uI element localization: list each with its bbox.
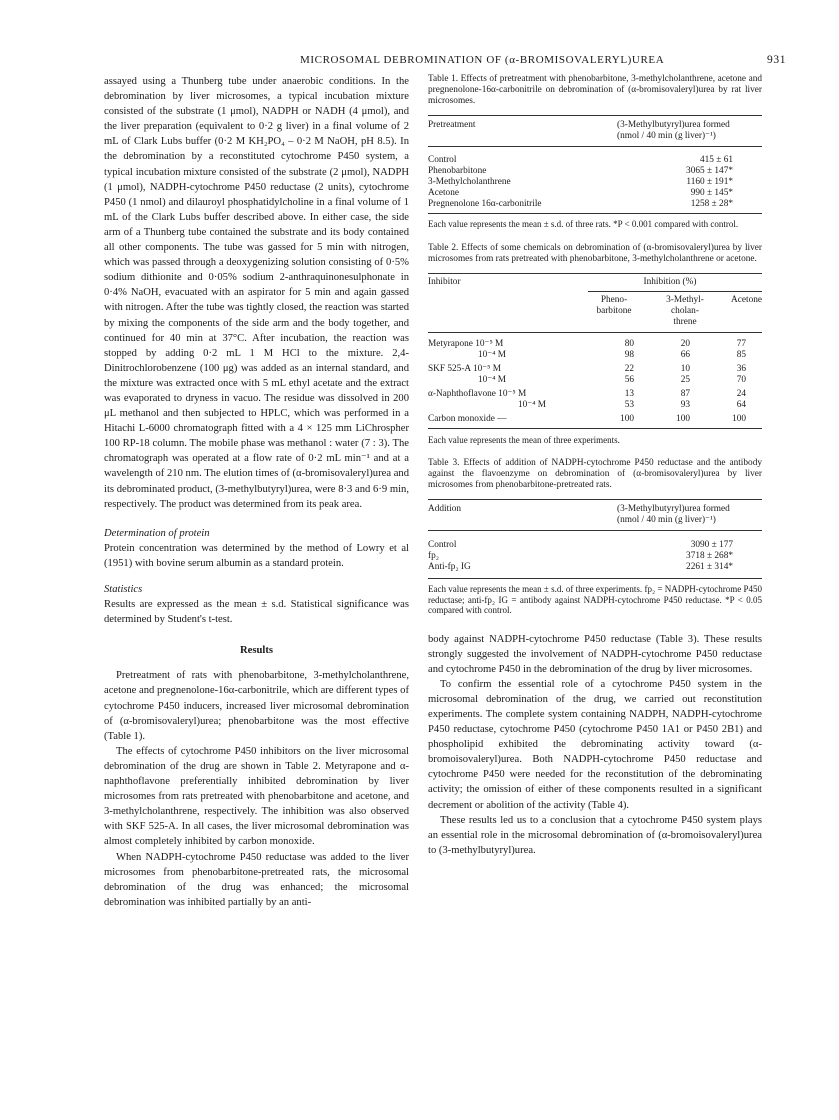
table2-col-methylcholanthrene-1: 3-Methyl- [666, 294, 704, 305]
table-row: Phenobarbitone 3065 ± 147* [428, 166, 733, 176]
table-row: Anti-fp₂ IG 2261 ± 314* [428, 562, 733, 572]
table2 [428, 273, 762, 446]
table-row: Metyrapone 10⁻⁵ M 80 20 77 [428, 338, 746, 349]
table-row: 10⁻⁴ M 98 66 85 [478, 349, 746, 360]
table-row: 10⁻⁴ M 53 93 64 [518, 399, 746, 410]
table1 [428, 115, 762, 230]
table2-col-acetone: Acetone [731, 294, 762, 305]
table3-col-addition: Addition [428, 504, 462, 514]
protein-text: Protein concentration was determined by the method of Lowry et al (1951) with bovine serum albumin as a standard protein. [104, 542, 409, 569]
table2-col-methylcholanthrene-3: threne [673, 316, 697, 327]
table-row: fp₂ 3718 ± 268* [428, 551, 733, 561]
table1-col-value-line1: (3-Methylbutyryl)urea formed [617, 120, 730, 130]
table-row: α-Naphthoflavone 10⁻⁵ M 13 87 24 [428, 388, 746, 399]
table-row: Acetone 990 ± 145* [428, 188, 733, 198]
table3-caption: Table 3. Effects of addition of NADPH-cytochrome P450 reductase and the antibody against the flavoenzyme on debromination of (α-bromisovaleryl)urea by liver microsomes from phenobarbitone-pretreated rats. [428, 458, 762, 490]
table-row: 3-Methylcholanthrene 1160 ± 191* [428, 177, 733, 187]
results-paragraph-3: When NADPH-cytochrome P450 reductase was added to the liver microsomes from phenobarbitone-pretreated rats, the microsomal debromination of the drug was enhanced; the microsomal debromination was inhibited partially by an anti- [104, 851, 409, 908]
table2-caption: Table 2. Effects of some chemicals on debromination of (α-bromisovaleryl)urea by liver microsomes from rats pretreated with phenobarbitone, 3-methylcholanthrene or acetone. [428, 242, 762, 264]
table3 [428, 499, 762, 616]
table-row: Control 415 ± 61 [428, 155, 733, 165]
right-text-paragraph-2: To confirm the essential role of a cytochrome P450 system in the microsomal debromination of the drug, we carried out reconstitution experiments. The complete system containing NADPH, NADPH-cytochrome P450 reductase, cytochrome P450 (cytochrome P450 1A1 or P450 2B1) and phospholipid exhibited the debrominating activity toward (α-bromoisovaleryl)urea. Both NADPH-cytochrome P450 reductase and cytochrome P450 were needed for the reconstitution of the debrominating activity; the omission of either of these components resulted in a significant decrement or abolition of the activity (Table 4). [428, 678, 762, 811]
methods-paragraph: assayed using a Thunberg tube under anaerobic conditions. In the debromination by liver microsomes, a typical incubation mixture consisted of the substrate (1 μmol), NADPH or NADH (4 μmol), and the liver preparation (equivalent to 0·2 g liver) in a final volume of 2 mL of Clark Lubs buffer (0·2 M KH₂PO₄ – 0·2 M NaOH, pH 8.5). In the debromination by a reconstituted cytochrome P450 system, a typical incubation mixture consisted of the substrate (2 μmol), NADPH (1 μmol), NADPH-cytochrome P450 reductase (2 units), cytochrome P450 (1 nmol) and dilauroyl phosphatidylcholine in a final volume of 1 mL of the Clark Lubs buffer described above. In either case, the side arm of a Thunberg tube contained the substrate and its body contained all other components. The tube was gassed for 5 min with nitrogen, which was passed through a deoxygenizing solution consisting of 0·5% sodium dithionite and 0·05% sodium 2-anthraquinonesulphonate in 0·4% NaOH, evacuated with an aspirator for 5 min and again gassed with nitrogen. After the tube was tightly closed, the reaction was started by mixing the components of the side arm and the body together, and continued for 40 min at 37°C. After incubation, the reaction was stopped by adding 0·2 mL 1 M HCl to the mixture. 2,4-Dinitrochlorobenzene (100 μg) was added as an internal standard, and the mixture was extracted once with 5 mL ethyl acetate and the extract was evaporated to dryness in vacuo. The residue was dissolved in 200 μL methanol and then subjected to HPLC, which was performed in a Hitachi L-6000 chromatograph fitted with a 4 × 125 mm LiChrospher 100 RP-18 column. The mobile phase was methanol : water (7 : 3). The chromatograph was operated at a flow rate of 0·2 mL min⁻¹ and at a wavelength of 210 nm. The elution times of (α-bromisovaleryl)urea and its debrominated product, (3-methylbutyryl)urea, were 8·3 and 6·9 min, respectively. The product was determined from its peak area. [104, 76, 409, 510]
table-row: Control 3090 ± 177 [428, 540, 733, 550]
right-column [428, 74, 762, 858]
table3-note: Each value represents the mean ± s.d. of three experiments. fp₂ = NADPH-cytochrome P450 reductase; anti-fp₂ IG = antibody against NADPH-cytochrome P450 reductase. *P < 0.05 compared with control. [428, 584, 762, 615]
table1-col-value-line2: (nmol / 40 min (g liver)⁻¹) [617, 131, 716, 141]
table2-col-inhibition: Inhibition (%) [643, 276, 697, 287]
table1-caption: Table 1. Effects of pretreatment with phenobarbitone, 3-methylcholanthrene, acetone and pregnenolone-16α-carbonitrile on debromination of (α-bromisovaleryl)urea by rat liver microsomes. [428, 74, 762, 106]
results-paragraph-1: Pretreatment of rats with phenobarbitone, 3-methylcholanthrene, acetone and pregnenolone-16α-carbonitrile, which are different types of cytochrome P450 inducers, increased liver microsomal debromination of (α-bromisovaleryl)urea; phenobarbitone was the most effective (Table 1). [104, 670, 409, 742]
table-row: SKF 525-A 10⁻⁵ M 22 10 36 [428, 363, 746, 374]
table-row: Pregnenolone 16α-carbonitrile 1258 ± 28* [428, 199, 733, 209]
table1-col-pretreatment: Pretreatment [428, 120, 476, 130]
protein-heading: Determination of protein [104, 527, 210, 539]
page-number: 931 [767, 54, 787, 66]
table-row: 10⁻⁴ M 56 25 70 [478, 374, 746, 385]
table2-col-phenobarbitone-2: barbitone [596, 305, 632, 316]
statistics-heading: Statistics [104, 584, 143, 595]
table1-note: Each value represents the mean ± s.d. of three rats. *P < 0.001 compared with control. [428, 219, 739, 229]
table2-col-inhibitor: Inhibitor [428, 276, 461, 287]
left-column [104, 74, 409, 910]
statistics-text: Results are expressed as the mean ± s.d. Statistical significance was determined by Student's t-test. [104, 599, 409, 626]
table-row: Carbon monoxide — 100 100 100 [428, 413, 746, 424]
results-heading: Results [240, 645, 273, 657]
table2-note: Each value represents the mean of three experiments. [428, 434, 620, 445]
table2-col-methylcholanthrene-2: cholan- [671, 305, 699, 316]
running-title: MICROSOMAL DEBROMINATION OF (α-BROMISOVALERYL)UREA [300, 54, 665, 66]
table3-col-value-line1: (3-Methylbutyryl)urea formed [617, 504, 730, 514]
results-paragraph-2: The effects of cytochrome P450 inhibitors on the liver microsomal debromination of the drug are shown in Table 2. Metyrapone and α-naphthoflavone preferentially inhibited debromination by liver microsomes from rats pretreated with phenobarbitone and acetone, and 3-methylcholanthrene, respectively. The inhibition was also observed with SKF 525-A. In all cases, the liver microsomal debromination was almost completely inhibited by carbon monoxide. [104, 745, 409, 848]
right-text-paragraph-1: body against NADPH-cytochrome P450 reductase (Table 3). These results strongly suggested the involvement of NADPH-cytochrome P450 reductase and cytochrome P450 in the debromination of the drug by liver microsomes. [428, 633, 762, 675]
right-text-paragraph-3: These results led us to a conclusion that a cytochrome P450 system plays an essential role in the microsomal debromination of (α-bromoisovaleryl)urea to (3-methylbutyryl)urea. [428, 814, 762, 856]
table2-col-phenobarbitone-1: Pheno- [600, 294, 628, 305]
table3-col-value-line2: (nmol / 40 min (g liver)⁻¹) [617, 515, 716, 525]
